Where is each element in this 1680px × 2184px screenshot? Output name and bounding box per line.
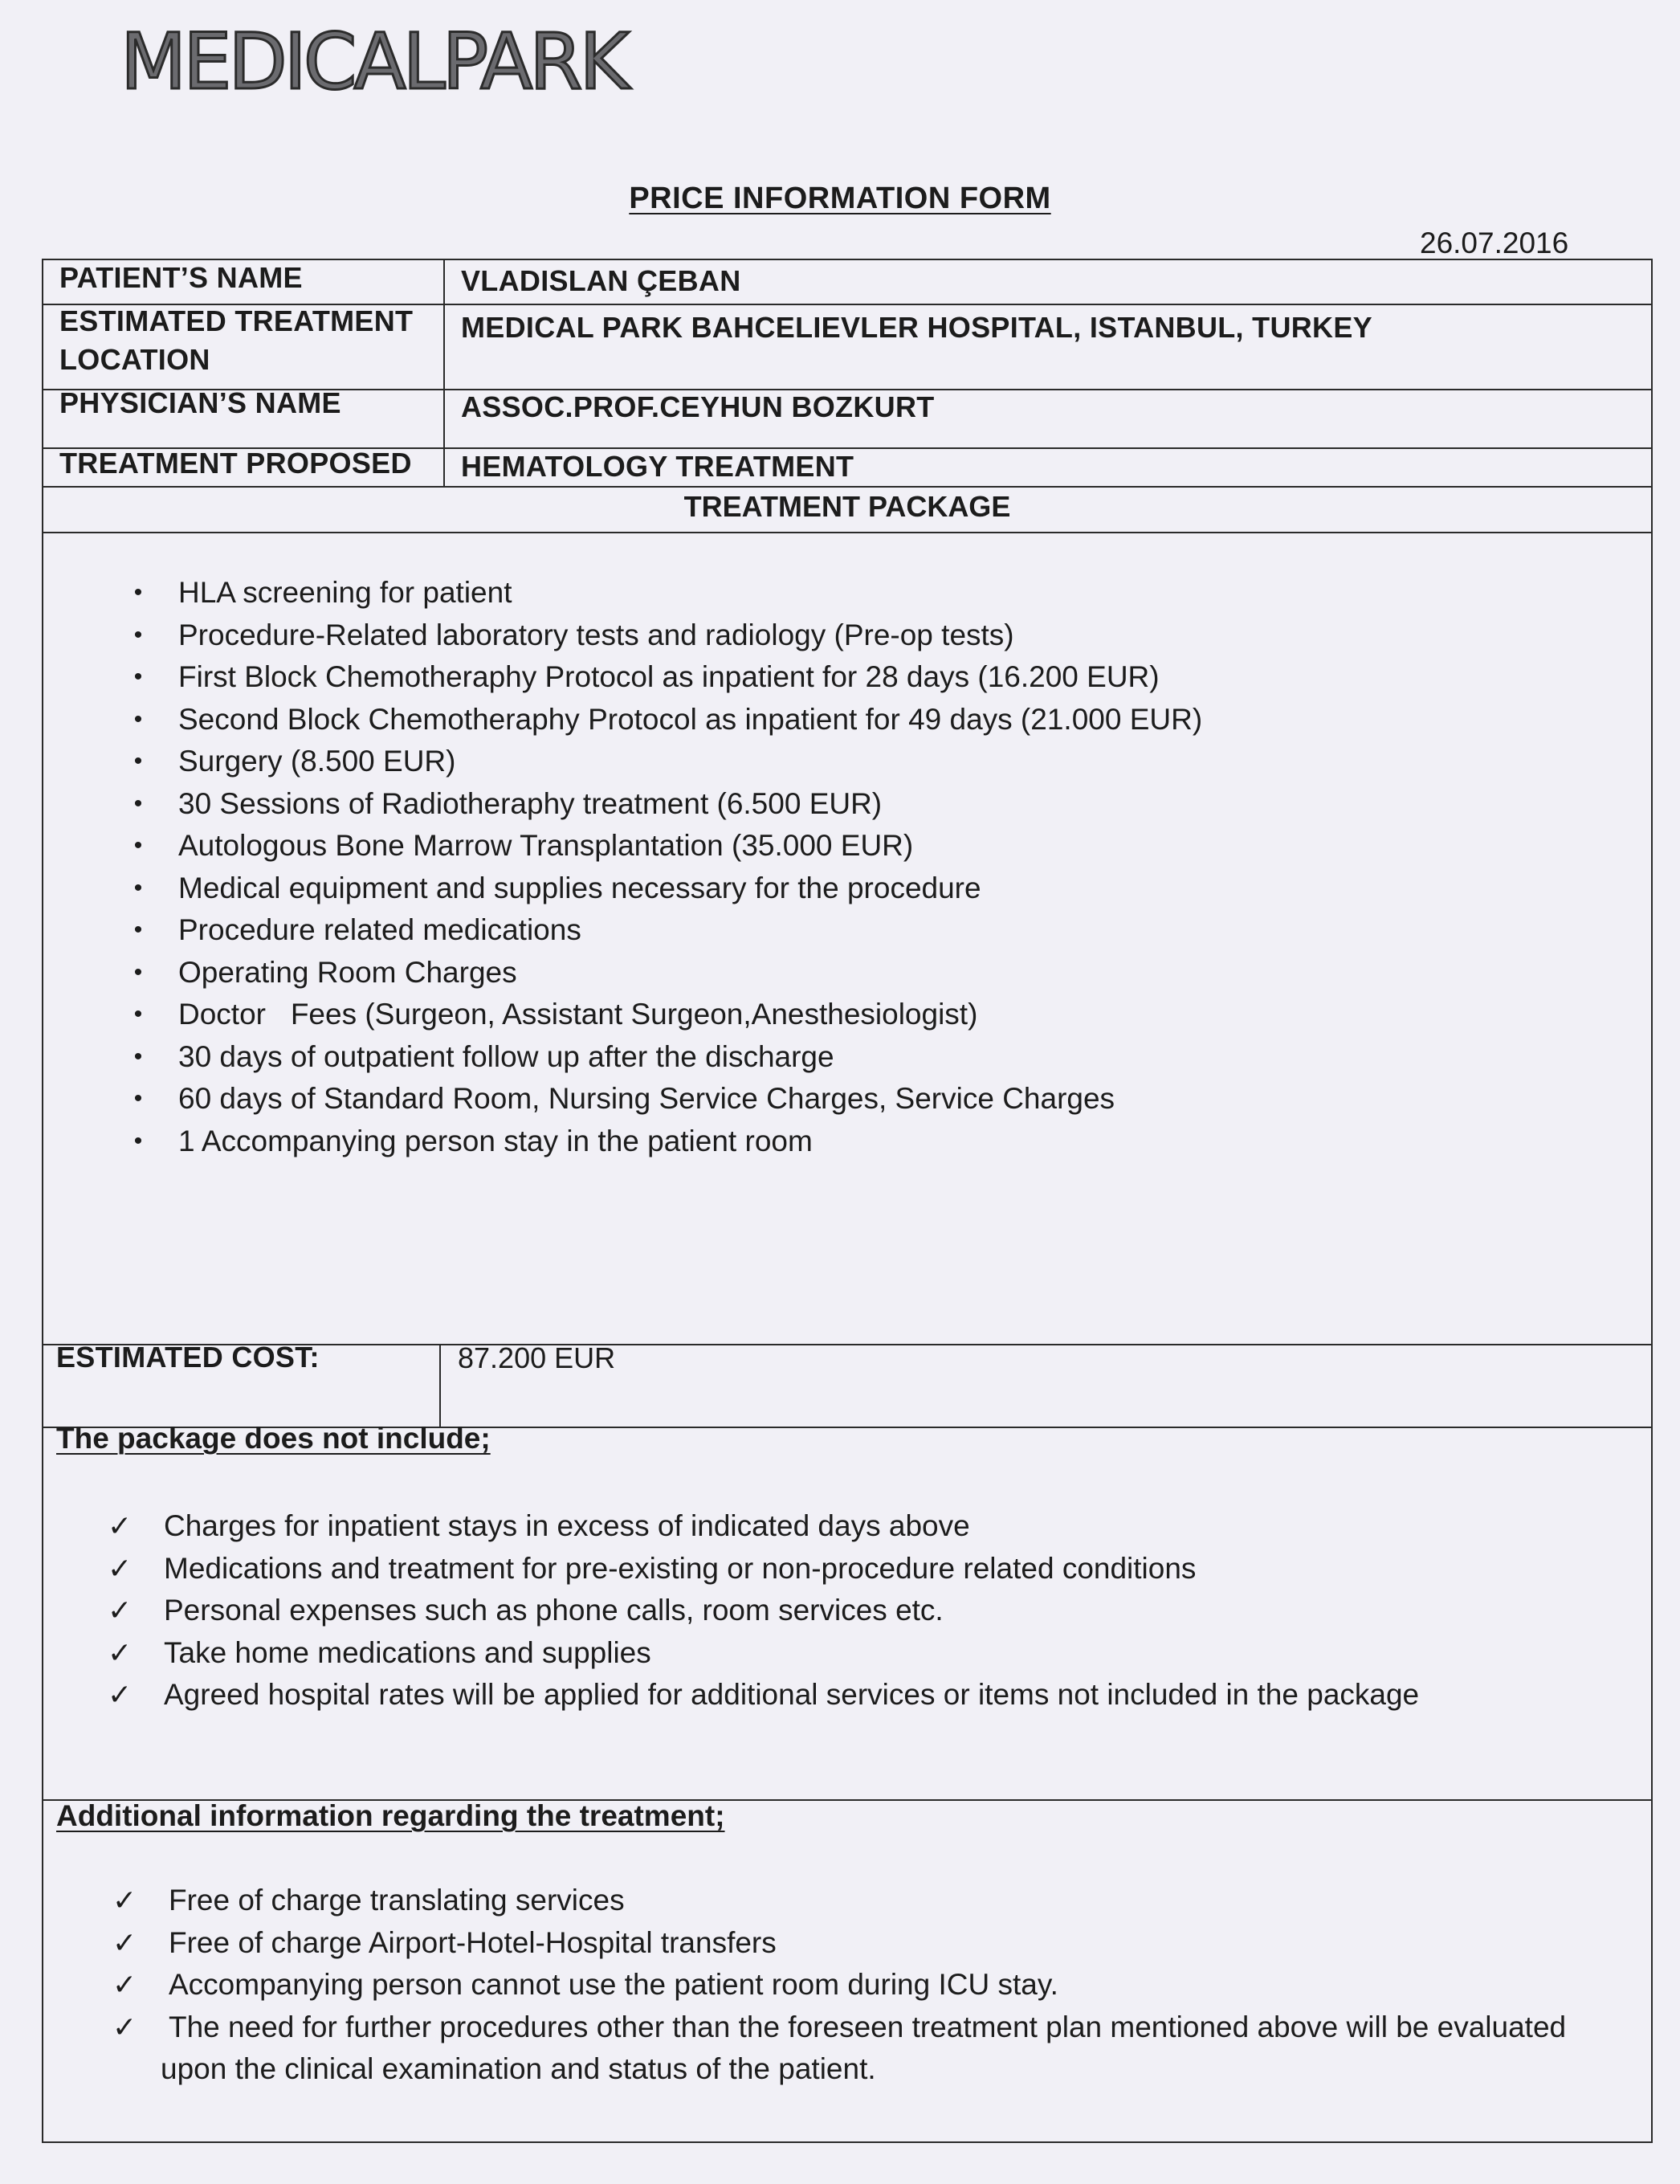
additional-info-list [112,1880,1566,2091]
list-item: • 1 Accompanying person stay in the patient room [130,1121,1202,1163]
checkmark-icon: ✓ [108,1594,133,1627]
bullet-icon: • [133,832,143,859]
list-item: ✓ Personal expenses such as phone calls, room services etc. [108,1590,1419,1632]
list-item: • Operating Room Charges [130,952,1202,994]
checkmark-icon: ✓ [108,1678,133,1711]
row-divider [42,532,1653,533]
treatment-location-label: ESTIMATED TREATMENT LOCATION [59,304,414,376]
bullet-icon: • [133,790,143,817]
list-item: • 30 Sessions of Radiotheraphy treatment (6.500 EUR) [130,783,1202,826]
treatment-proposed-value: HEMATOLOGY TREATMENT [461,450,854,483]
list-item: • HLA screening for patient [130,572,1202,614]
bullet-icon: • [133,1043,143,1070]
list-item: • Autologous Bone Marrow Transplantation (35.000 EUR) [130,825,1202,867]
list-item: • Second Block Chemotheraphy Protocol as inpatient for 49 days (21.000 EUR) [130,699,1202,741]
list-item: • First Block Chemotheraphy Protocol as inpatient for 28 days (16.200 EUR) [130,656,1202,699]
form-date: 26.07.2016 [1420,227,1569,259]
list-item: ✓ Take home medications and supplies [108,1632,1419,1675]
form-frame [42,259,1653,2143]
checkmark-icon: ✓ [112,1925,137,1959]
additional-info-title: Additional information regarding the treatment; [56,1799,725,1832]
bullet-icon: • [133,663,143,690]
list-item: • Doctor Fees (Surgeon, Assistant Surgeon,Anesthesiologist) [130,994,1202,1036]
bullet-icon: • [133,1001,143,1027]
bullet-icon: • [133,579,143,606]
list-item: • Procedure-Related laboratory tests and radiology (Pre-op tests) [130,614,1202,657]
list-item: ✓ Free of charge translating services [112,1880,1566,1922]
list-item: ✓ Agreed hospital rates will be applied for additional services or items not included in the package [108,1674,1419,1717]
treatment-location-value: MEDICAL PARK BAHCELIEVLER HOSPITAL, ISTANBUL, TURKEY [461,311,1372,344]
bullet-icon: • [133,1085,143,1112]
list-item: • Medical equipment and supplies necessary for the procedure [130,867,1202,910]
svg-text:MEDICALPARK: MEDICALPARK [120,17,631,103]
treatment-package-list [130,572,1202,1162]
list-item: ✓ Charges for inpatient stays in excess of indicated days above [108,1505,1419,1548]
column-divider [439,1344,441,1427]
physician-name-label: PHYSICIAN’S NAME [59,386,341,419]
estimated-cost-label: ESTIMATED COST: [56,1341,320,1374]
list-item: • 60 days of Standard Room, Nursing Service Charges, Service Charges [130,1078,1202,1121]
checkmark-icon: ✓ [112,1884,137,1917]
estimated-cost-value: 87.200 EUR [458,1341,616,1374]
treatment-proposed-label: TREATMENT PROPOSED [59,447,412,480]
list-item: ✓ Medications and treatment for pre-existing or non-procedure related conditions [108,1548,1419,1590]
exclusions-list [108,1505,1419,1717]
checkmark-icon: ✓ [112,1968,137,2001]
patient-name-label: PATIENT’S NAME [59,261,303,294]
bullet-icon: • [133,1127,143,1154]
list-item: • 30 days of outpatient follow up after the discharge [130,1036,1202,1079]
treatment-package-header: TREATMENT PACKAGE [683,490,1011,523]
medicalpark-logo [120,14,634,103]
checkmark-icon: ✓ [108,1509,133,1542]
bullet-icon: • [133,874,143,901]
list-item: ✓ Free of charge Airport-Hotel-Hospital transfers [112,1922,1566,1965]
bullet-icon: • [133,916,143,943]
bullet-icon: • [133,705,143,733]
bullet-icon: • [133,958,143,986]
patient-name-value: VLADISLAN ÇEBAN [461,264,741,297]
column-divider [443,259,445,486]
checkmark-icon: ✓ [108,1635,133,1669]
checkmark-icon: ✓ [108,1551,133,1585]
list-item: ✓ Accompanying person cannot use the patient room during ICU stay. [112,1964,1566,2006]
exclusions-title: The package does not include; [56,1422,491,1455]
physician-name-value: ASSOC.PROF.CEYHUN BOZKURT [461,390,935,423]
checkmark-icon: ✓ [112,2010,137,2043]
list-item-continuation: upon the clinical examination and status of the patient. [161,2052,876,2085]
list-item: ✓ The need for further procedures other than the foreseen treatment plan mentioned above will be evaluated [112,2006,1566,2049]
form-title: PRICE INFORMATION FORM [629,182,1051,215]
list-item: • Surgery (8.500 EUR) [130,741,1202,783]
row-divider [42,486,1653,488]
bullet-icon: • [133,748,143,774]
bullet-icon: • [133,621,143,648]
list-item: • Procedure related medications [130,909,1202,952]
